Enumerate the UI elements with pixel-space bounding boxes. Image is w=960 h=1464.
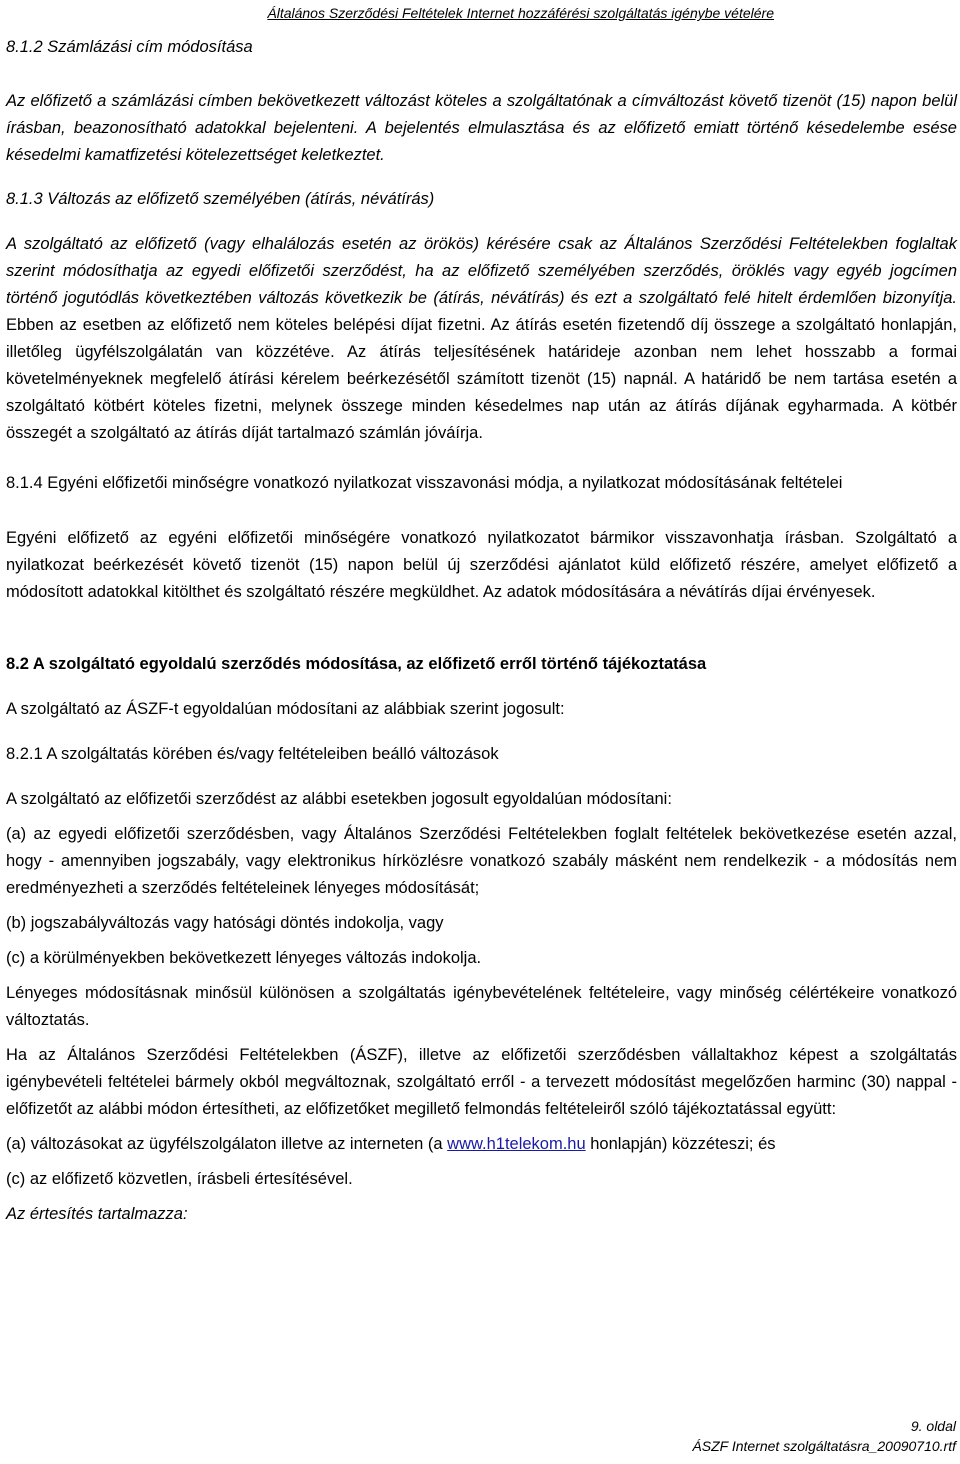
document-body <box>6 34 957 1228</box>
section-heading-8-1-4: 8.1.4 Egyéni előfizetői minőségre vonatkozó nyilatkozat visszavonási módja, a nyilatkozat módosításának feltételei <box>6 474 843 492</box>
paragraph-8-2-intro: A szolgáltató az ÁSZF-t egyoldalúan módosítani az alábbiak szerint jogosult: <box>6 700 565 718</box>
section-heading-8-2-1: 8.2.1 A szolgáltatás körében és/vagy feltételeiben beálló változások <box>6 745 499 763</box>
notice-item-a-before: (a) változásokat az ügyfélszolgálaton illetve az interneten (a <box>6 1135 448 1153</box>
notice-item-a <box>6 1131 957 1158</box>
list-item-c: (c) a körülményekben bekövetkezett lényeges változás indokolja. <box>6 949 482 967</box>
section-heading-8-1-3: 8.1.3 Változás az előfizető személyében (átírás, névátírás) <box>6 190 435 208</box>
list-item-b: (b) jogszabályváltozás vagy hatósági döntés indokolja, vagy <box>6 914 444 932</box>
paragraph-notification: Ha az Általános Szerződési Feltételekben (ÁSZF), illetve az előfizetői szerződésben vállaltakhoz képest a szolgáltatás igénybevételi feltételei bármely okból megváltoznak, szolgáltató erről - a tervezett módosítást megelőzően harminc (30) nappal - előfizetőt az alábbi módon értesítheti, az előfizetőket megillető felmondás feltételeiről szóló tájékoztatással együtt: <box>6 1046 957 1118</box>
section-heading-8-1-2: 8.1.2 Számlázási cím módosítása <box>6 38 253 56</box>
section-heading-8-2: 8.2 A szolgáltató egyoldalú szerződés módosítása, az előfizető erről történő tájékoztatása <box>6 655 707 673</box>
page-number: 9. oldal <box>910 1418 956 1434</box>
page-footer <box>692 1416 956 1456</box>
footer-filename: ÁSZF Internet szolgáltatásra_20090710.rtf <box>692 1438 956 1454</box>
paragraph-individual-subscriber: Egyéni előfizető az egyéni előfizetői minőségére vonatkozó nyilatkozatot bármikor visszavonhatja írásban. Szolgáltató a nyilatkozat beérkezését követő tizenöt (15) napon belül új szerződési ajánlatot küld előfizető részére, amelyet előfizető a módosított adatokkal kitölthet és szolgáltató részére megküldhet. Az adatok módosítására a névátírás díjai érvényesek. <box>6 529 957 601</box>
h1telekom-link[interactable]: www.h1telekom.hu <box>447 1135 586 1153</box>
paragraph-8-2-1-intro: A szolgáltató az előfizetői szerződést az alábbi esetekben jogosult egyoldalúan módosítani: <box>6 790 672 808</box>
notice-contents-label: Az értesítés tartalmazza: <box>6 1205 188 1223</box>
paragraph-billing-address: Az előfizető a számlázási címben bekövetkezett változást köteles a szolgáltatónak a címváltozást követő tizenöt (15) napon belül írásban, beazonosítható adatokkal bejelenteni. A bejelentés elmulasztása és az előfizető emiatt történő késedelembe esése késedelmi kamatfizetési kötelezettséget keletkeztet. <box>6 92 957 164</box>
paragraph-essential-change: Lényeges módosításnak minősül különösen a szolgáltatás igénybevételének feltételeire, vagy minőség célértékeire vonatkozó változtatás. <box>6 984 957 1029</box>
paragraph-subscriber-change-regular: Ebben az esetben az előfizető nem köteles belépési díjat fizetni. Az átírás esetén fizetendő díj összege a szolgáltató honlapján, illetőleg ügyfélszolgálatán van közzétéve. Az átírás teljesítésének határideje azonban nem lehet hosszabb a formai követelményeknek megfelelő átírási kérelem beérkezésétől számított tizenöt (15) napnál. A határidő be nem tartása esetén a szolgáltató kötbért köteles fizetni, melynek összege minden késedelmes nap után az átírás díjának egyharmada. A kötbér összegét a szolgáltató az átírás díját tartalmazó számlán jóváírja. <box>6 316 957 442</box>
list-item-a: (a) az egyedi előfizetői szerződésben, vagy Általános Szerződési Feltételekben foglalt feltételek bekövetkezése esetén azzal, hogy - amennyiben jogszabály, vagy elektronikus hírközlésre vonatkozó szabály másként nem rendelkezik - a módosítás nem eredményezheti a szerződés feltételeinek lényeges módosítását; <box>6 825 957 897</box>
notice-item-a-after: honlapján) közzéteszi; és <box>585 1135 776 1153</box>
running-header: Általános Szerződési Feltételek Internet hozzáférési szolgáltatás igénybe vételére <box>267 5 774 21</box>
paragraph-subscriber-change <box>6 231 957 447</box>
paragraph-subscriber-change-italic: A szolgáltató az előfizető (vagy elhalálozás esetén az örökös) kérésére csak az Általános Szerződési Feltételekben foglaltak szerint módosíthatja az egyedi előfizetői szerződést, ha az előfizető személyében szerződés, öröklés vagy egyéb jogcímen történő jogutódlás következtében változás következik be (átírás, névátírás) és ezt a szolgáltató felé hitelt érdemlően bizonyítja. <box>6 235 957 307</box>
notice-item-c: (c) az előfizető közvetlen, írásbeli értesítésével. <box>6 1170 353 1188</box>
